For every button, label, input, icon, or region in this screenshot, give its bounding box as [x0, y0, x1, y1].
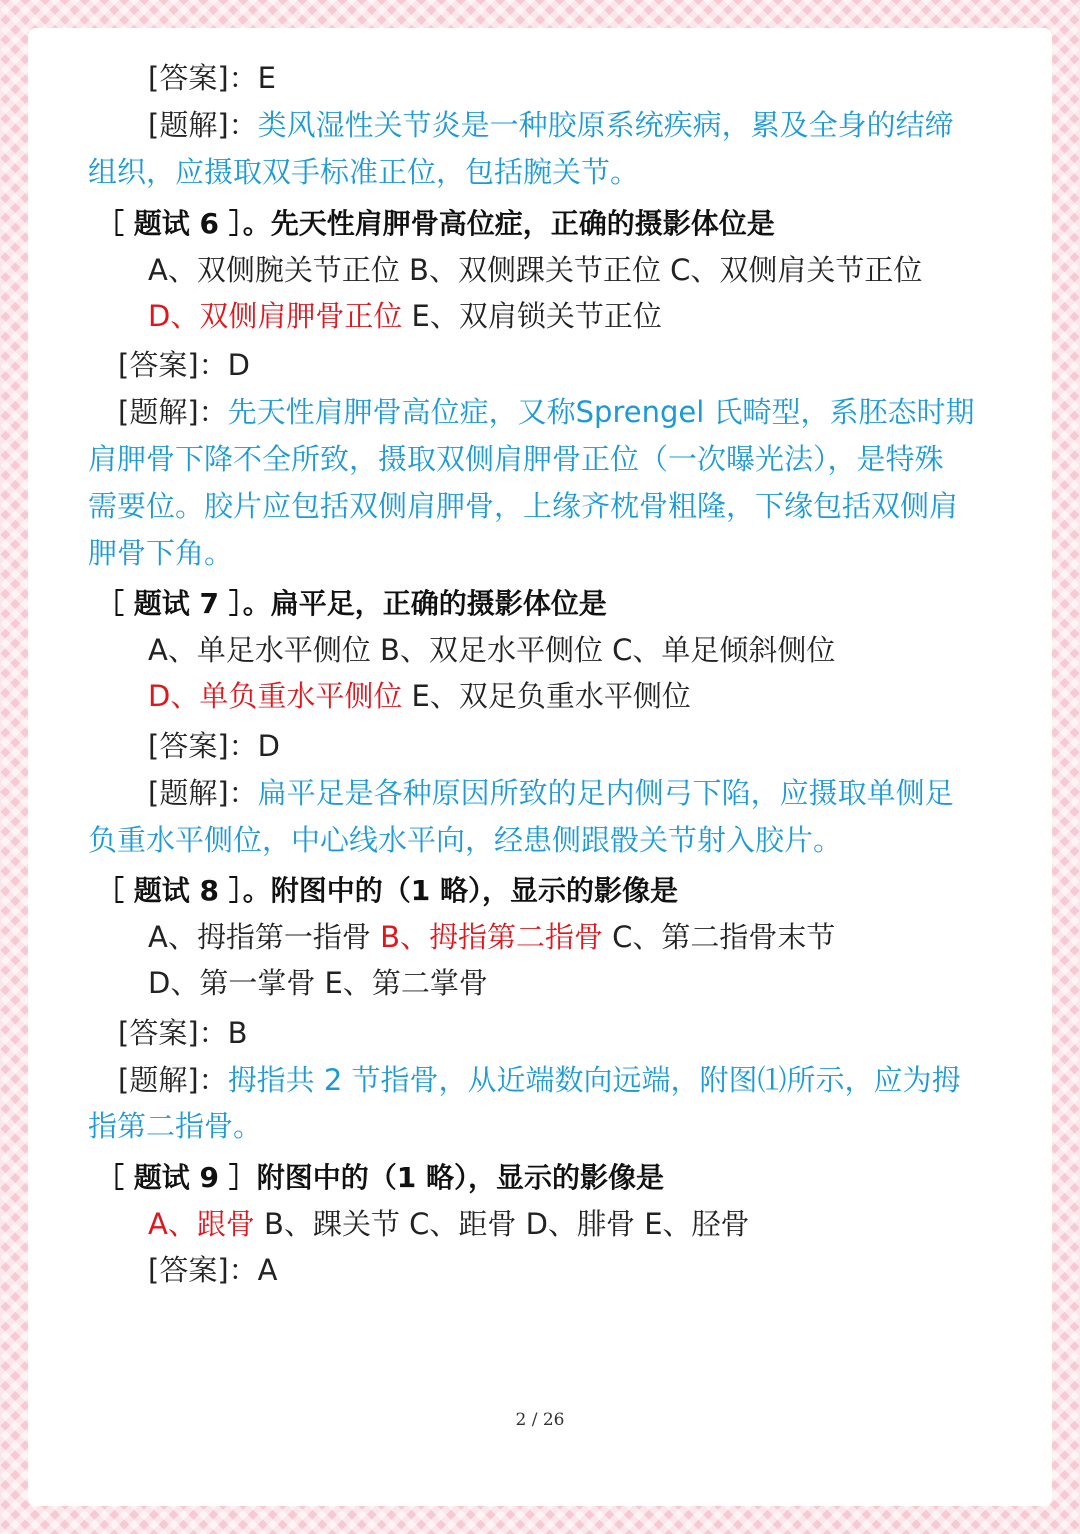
option: A、拇指第一指骨: [148, 920, 381, 954]
correct-option: D、双侧肩胛骨正位: [148, 299, 403, 333]
answer-label: [答案]：: [148, 61, 258, 95]
answer-value: D: [257, 729, 280, 763]
q7-explanation: [148, 773, 954, 813]
explain-label: [题解]：: [118, 1063, 228, 1097]
explain-text: 拇指共 2 节指骨，从近端数向远端，附图⑴所示，应为拇: [227, 1063, 961, 1097]
q8-title: ［ 题试 8 ］。附图中的（1 略），显示的影像是: [96, 874, 678, 907]
answer-label: [答案]：: [118, 348, 228, 382]
q9-options: [148, 1204, 750, 1244]
q7-explanation-cont: 负重水平侧位，中心线水平向，经患侧跟骰关节射入胶片。: [88, 823, 843, 857]
explain-text: 先天性肩胛骨高位症，又称Sprengel 氏畸型，系胚态时期: [227, 395, 975, 429]
q8-answer: [118, 1013, 248, 1053]
correct-option: D、单负重水平侧位: [148, 679, 403, 713]
q8-options-line2: D、第一掌骨 E、第二掌骨: [148, 966, 488, 1000]
q9-title: ［ 题试 9 ］附图中的（1 略），显示的影像是: [96, 1161, 664, 1194]
q9-answer: [148, 1250, 277, 1290]
q5-explanation-cont: 组织，应摄取双手标准正位，包括腕关节。: [88, 155, 640, 189]
q8-explanation-cont: 指第二指骨。: [88, 1109, 263, 1143]
q7-title: ［ 题试 7 ］。扁平足，正确的摄影体位是: [96, 587, 607, 620]
correct-option: B、拇指第二指骨: [380, 920, 603, 954]
option: B、踝关节 C、距骨 D、腓骨 E、胫骨: [254, 1207, 750, 1241]
explain-label: [题解]：: [148, 108, 258, 142]
page-number: 2 / 26: [515, 1410, 565, 1430]
option: E、双肩锁关节正位: [402, 299, 662, 333]
answer-value: E: [257, 61, 276, 95]
explain-text: 类风湿性关节炎是一种胶原系统疾病，累及全身的结缔: [257, 108, 954, 142]
q6-explanation-cont-2: 需要位。胶片应包括双侧肩胛骨，上缘齐枕骨粗隆，下缘包括双侧肩: [88, 489, 959, 523]
answer-value: A: [257, 1253, 278, 1287]
answer-value: B: [227, 1016, 248, 1050]
q6-options-line1: A、双侧腕关节正位 B、双侧踝关节正位 C、双侧肩关节正位: [148, 253, 923, 287]
q7-answer: [148, 726, 280, 766]
answer-label: [答案]：: [148, 1253, 258, 1287]
option: E、双足负重水平侧位: [402, 679, 691, 713]
document-page: [28, 28, 1052, 1506]
q6-title: ［ 题试 6 ］。先天性肩胛骨高位症，正确的摄影体位是: [96, 207, 775, 240]
explain-label: [题解]：: [118, 395, 228, 429]
q8-options-line1: [148, 917, 835, 957]
q6-answer: [118, 345, 250, 385]
q6-explanation: [118, 392, 975, 432]
answer-label: [答案]：: [118, 1016, 228, 1050]
answer-label: [答案]：: [148, 729, 258, 763]
q6-explanation-cont-3: 胛骨下角。: [88, 536, 234, 570]
q6-options-line2: [148, 296, 662, 336]
q6-explanation-cont-1: 肩胛骨下降不全所致，摄取双侧肩胛骨正位（一次曝光法），是特殊: [88, 442, 944, 476]
explain-label: [题解]：: [148, 776, 258, 810]
option: C、第二指骨末节: [602, 920, 836, 954]
explain-text: 扁平足是各种原因所致的足内侧弓下陷，应摄取单侧足: [257, 776, 954, 810]
answer-value: D: [227, 348, 250, 382]
correct-option: A、跟骨: [148, 1207, 255, 1241]
q7-options-line1: A、单足水平侧位 B、双足水平侧位 C、单足倾斜侧位: [148, 633, 836, 667]
q7-options-line2: [148, 676, 691, 716]
q5-answer: [148, 58, 276, 98]
q5-explanation: [148, 105, 954, 145]
q8-explanation: [118, 1060, 961, 1100]
